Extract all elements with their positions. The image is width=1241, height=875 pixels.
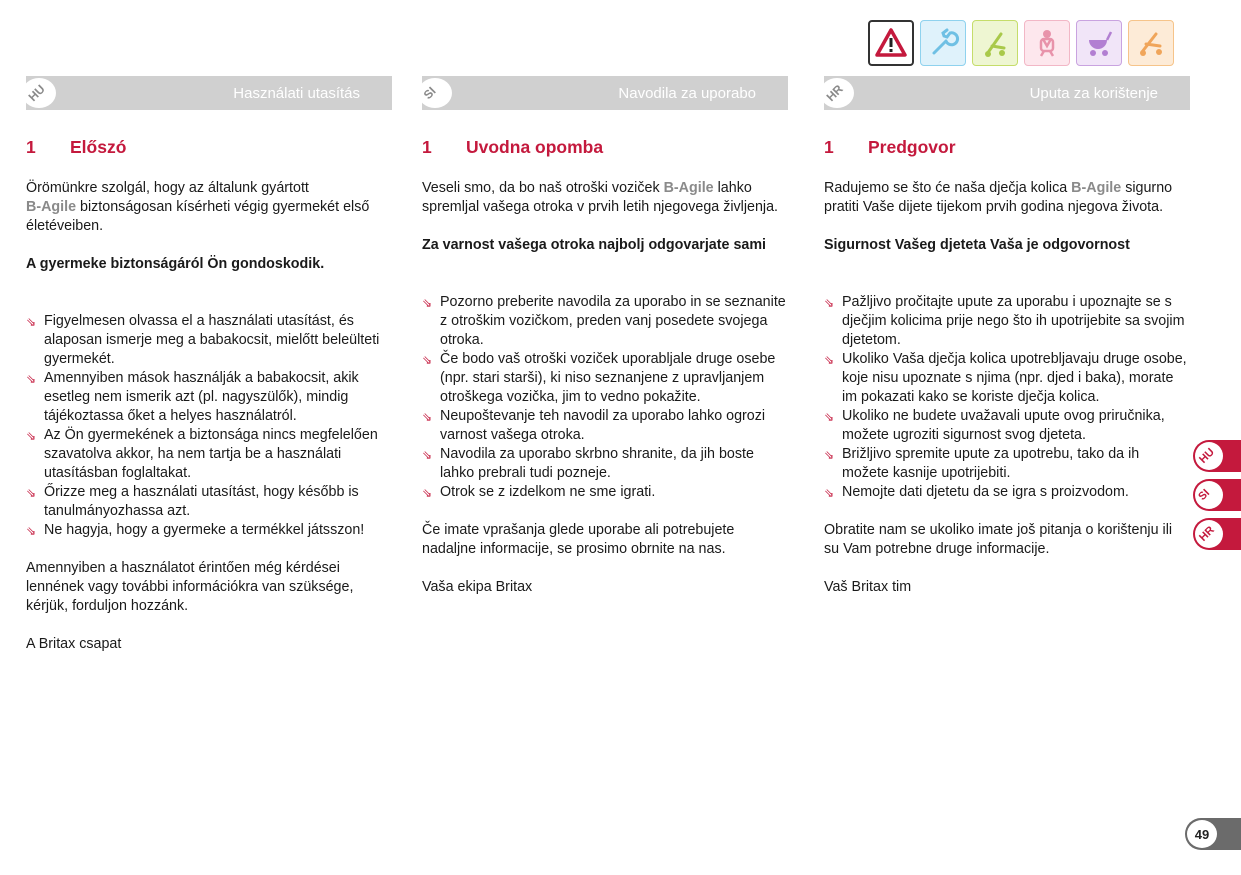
page-number-tab — [1185, 818, 1241, 850]
instruction-list — [824, 293, 1190, 502]
language-badge: HR — [820, 78, 854, 108]
list-item: ⇘ Figyelmesen olvassa el a használati utasítást, és alaposan ismerje meg a babakocsit, mielőtt beleülteti gyermekét. — [26, 313, 380, 367]
arrow-bullet-icon: ⇘ — [824, 448, 835, 462]
signoff: Vaš Britax tim — [824, 579, 912, 595]
instruction-list — [26, 312, 392, 540]
section-heading — [422, 138, 788, 157]
column-si — [422, 76, 788, 616]
arrow-bullet-icon: ⇘ — [26, 429, 37, 443]
list-item: ⇘ Otrok se z izdelkom ne sme igrati. — [422, 483, 788, 502]
list-item: ⇘ Ukoliko Vaša dječja kolica upotrebljavaju druge osobe, koje nisu upoznate s njima (npr. djed i baka), morate im pokazati kako se koriste dječja kolica. — [824, 351, 1187, 405]
section-title: Predgovor — [868, 137, 956, 157]
language-badge: SI — [418, 78, 452, 108]
arrow-bullet-icon: ⇘ — [422, 296, 433, 310]
side-tab-hr[interactable]: HR — [1193, 518, 1241, 550]
language-badge: HU — [22, 78, 56, 108]
arrow-bullet-icon: ⇘ — [422, 448, 433, 462]
list-item: ⇘ Brižljivo spremite upute za upotrebu, tako da ih možete kasnije upotrijebiti. — [824, 446, 1140, 481]
arrow-bullet-icon: ⇘ — [824, 486, 835, 500]
list-item: ⇘ Če bodo vaš otroški voziček uporabljale druge osebe (npr. stari starši), ki niso seznanjene z upravljanjem otroškega vozička, jim to vedno pokažite. — [422, 351, 776, 405]
list-item: ⇘ Pažljivo pročitajte upute za uporabu i upoznajte se s dječjim kolicima prije nego što ih upotrijebite sa svojim djetetom. — [824, 294, 1185, 348]
column-header — [422, 76, 788, 110]
baby-harness-icon — [1030, 26, 1064, 60]
closing-paragraph: Obratite nam se ukoliko imate još pitanja o korištenju ili su Vam potrebne druge informacije. — [824, 522, 1173, 557]
tab-baby-harness[interactable] — [1024, 20, 1070, 66]
side-tab-si[interactable]: SI — [1193, 479, 1241, 511]
arrow-bullet-icon: ⇘ — [824, 353, 835, 367]
list-item: ⇘ Amennyiben mások használják a babakocsit, akik esetleg nem ismerik azt (pl. nagyszülők), mindig tájékoztassa őket a helyes használatról. — [26, 370, 359, 424]
list-item: ⇘ Navodila za uporabo skrbno shranite, da jih boste lahko prebrali tudi pozneje. — [422, 446, 754, 481]
list-item: ⇘ Ukoliko ne budete uvažavali upute ovog priručnika, možete ugroziti sigurnost svog djeteta. — [824, 408, 1165, 443]
instruction-list — [422, 293, 788, 502]
section-number: 1 — [26, 137, 36, 157]
column-hu — [26, 76, 392, 673]
column-header — [26, 76, 392, 110]
language-side-tabs — [1193, 440, 1241, 557]
side-tab-hu[interactable]: HU — [1193, 440, 1241, 472]
tab-stroller-accessory[interactable] — [1076, 20, 1122, 66]
closing-paragraph: Če imate vprašanja glede uporabe ali potrebujete nadaljne informacije, se prosimo obrnite na nas. — [422, 522, 735, 557]
list-item: ⇘ Nemojte dati djetetu da se igra s proizvodom. — [824, 483, 1190, 502]
list-item: ⇘ Pozorno preberite navodila za uporabo in se seznanite z otroškim vozičkom, preden vanj posedete svojega otroka. — [422, 294, 786, 348]
tab-stroller-care[interactable] — [1128, 20, 1174, 66]
category-icon-tabs — [868, 20, 1174, 66]
arrow-bullet-icon: ⇘ — [26, 315, 37, 329]
arrow-bullet-icon: ⇘ — [422, 353, 433, 367]
list-item: ⇘ Ne hagyja, hogy a gyermeke a termékkel játsszon! — [26, 521, 392, 540]
section-title: Uvodna opomba — [466, 137, 604, 157]
closing-paragraph: Amennyiben a használatot érintően még kérdései lennének vagy további információkra van szüksége, kérjük, forduljon hozzánk. — [26, 560, 354, 614]
section-heading — [26, 138, 392, 157]
column-title: Navodila za uporabo — [618, 85, 756, 102]
stroller-accessory-icon — [1082, 26, 1116, 60]
brand-name: B-Agile — [663, 180, 714, 196]
arrow-bullet-icon: ⇘ — [26, 372, 37, 386]
brand-name: B-Agile — [1071, 180, 1122, 196]
list-item: ⇘ Neupoštevanje teh navodil za uporabo lahko ogrozi varnost vašega otroka. — [422, 408, 766, 443]
wrench-icon — [926, 26, 960, 60]
section-heading — [824, 138, 1190, 157]
list-item: ⇘ Őrizze meg a használati utasítást, hogy később is tanulmányozhassa azt. — [26, 484, 359, 519]
column-title: Uputa za korištenje — [1029, 85, 1158, 102]
section-number: 1 — [824, 137, 834, 157]
list-item: ⇘ Az Ön gyermekének a biztonsága nincs megfelelően szavatolva akkor, ha nem tartja be a használati utasításban foglaltakat. — [26, 427, 378, 481]
page-number: 49 — [1187, 820, 1217, 848]
warning-icon — [874, 26, 908, 60]
safety-note: A gyermeke biztonságáról Ön gondoskodik. — [26, 256, 325, 272]
tab-stroller-fold[interactable] — [972, 20, 1018, 66]
stroller-care-icon — [1134, 26, 1168, 60]
section-number: 1 — [422, 137, 432, 157]
brand-name: B-Agile — [26, 199, 77, 215]
arrow-bullet-icon: ⇘ — [824, 410, 835, 424]
section-title: Előszó — [70, 137, 127, 157]
column-hr — [824, 76, 1190, 616]
tab-warning[interactable] — [868, 20, 914, 66]
tab-maintenance[interactable] — [920, 20, 966, 66]
column-title: Használati utasítás — [233, 85, 360, 102]
arrow-bullet-icon: ⇘ — [422, 486, 433, 500]
signoff: A Britax csapat — [26, 636, 122, 652]
stroller-fold-icon — [978, 26, 1012, 60]
intro-paragraph: Örömünkre szolgál, hogy az általunk gyártott B-Agile biztonságosan kísérheti végig gyermekét első életéveiben. — [26, 180, 370, 234]
arrow-bullet-icon: ⇘ — [26, 486, 37, 500]
arrow-bullet-icon: ⇘ — [422, 410, 433, 424]
arrow-bullet-icon: ⇘ — [26, 524, 37, 538]
safety-note: Za varnost vašega otroka najbolj odgovarjate sami — [422, 237, 767, 253]
signoff: Vaša ekipa Britax — [422, 579, 533, 595]
safety-note: Sigurnost Vašeg djeteta Vaša je odgovornost — [824, 237, 1130, 253]
arrow-bullet-icon: ⇘ — [824, 296, 835, 310]
intro-paragraph: Veseli smo, da bo naš otroški voziček B-Agile lahko spremljal vašega otroka v prvih letih njegovega življenja. — [422, 180, 779, 215]
column-header — [824, 76, 1190, 110]
intro-paragraph: Radujemo se što će naša dječja kolica B-Agile sigurno pratiti Vaše dijete tijekom prvih godina njegova života. — [824, 180, 1173, 215]
